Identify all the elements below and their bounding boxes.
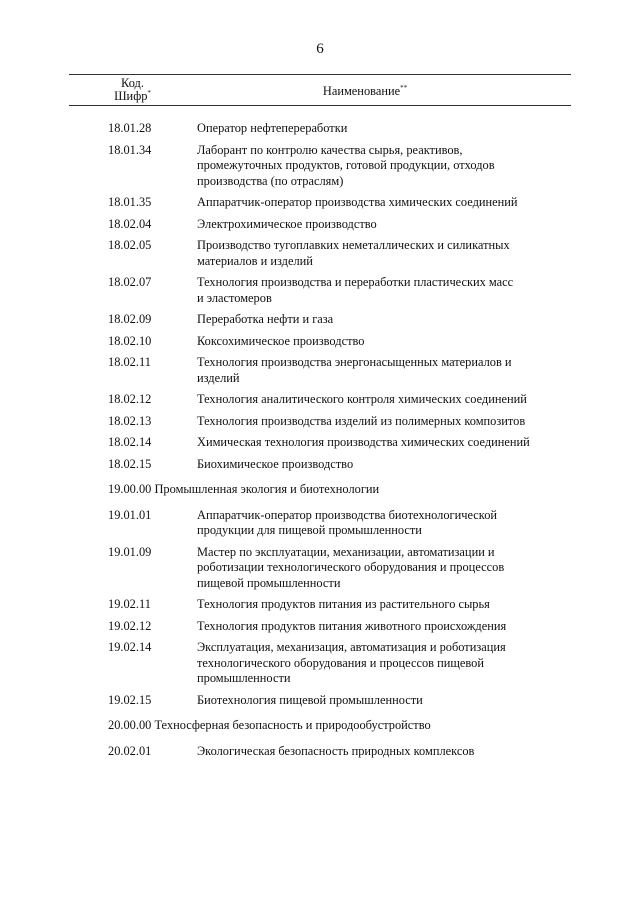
table-row	[108, 121, 578, 137]
table-row	[108, 508, 578, 539]
table-row	[108, 334, 578, 350]
code-column-header	[90, 77, 175, 103]
specialty-name-line: технологического оборудования и процессов пищевой	[197, 655, 485, 670]
specialty-name-line: Производство тугоплавких неметаллических и силикатных	[197, 238, 510, 252]
specialty-name	[197, 355, 552, 386]
specialty-code: 18.02.11	[108, 355, 151, 369]
table-row	[108, 143, 578, 190]
table-row	[108, 619, 578, 635]
specialty-name-line: и эластомеров	[197, 290, 272, 305]
page-number: 6	[316, 41, 324, 57]
specialty-code: 19.01.09	[108, 544, 152, 559]
specialty-name-line: Переработка нефти и газа	[197, 312, 334, 326]
specialty-name-line: Технология производства энергонасыщенных материалов и	[197, 355, 512, 369]
specialty-name-line: Технология производства и переработки пластических масс	[197, 275, 514, 289]
name-footnote-mark: **	[400, 84, 408, 92]
specialty-name	[197, 121, 552, 137]
specialty-name-line: Технология продуктов питания животного происхождения	[197, 618, 507, 633]
specialty-name	[197, 744, 552, 760]
name-column-header	[175, 84, 555, 98]
specialty-name-line: производства (по отраслям)	[197, 173, 344, 188]
specialty-name-line: Аппаратчик-оператор производства химических соединений	[197, 195, 518, 209]
specialty-list	[0, 121, 640, 759]
specialty-name	[197, 640, 552, 687]
specialty-code: 19.01.01	[108, 507, 152, 522]
specialty-code: 20.02.01	[108, 743, 152, 758]
code-footnote-mark: *	[147, 89, 151, 97]
specialty-code: 18.01.35	[108, 195, 152, 209]
specialty-name-line: роботизации технологического оборудования и процессов	[197, 560, 505, 574]
table-row	[108, 275, 578, 306]
specialty-name	[197, 597, 552, 613]
table-row	[108, 392, 578, 408]
specialty-name	[197, 238, 552, 269]
table-row	[108, 195, 578, 211]
specialty-name	[197, 334, 552, 350]
table-header-top-rule	[69, 74, 571, 75]
specialty-name-line: Коксохимическое производство	[197, 333, 365, 348]
specialty-name-line: пищевой промышленности	[197, 575, 341, 590]
code-column-header-label: Шифр	[114, 89, 148, 103]
specialty-code: 18.02.09	[108, 312, 152, 326]
specialty-name	[197, 435, 552, 451]
table-row	[108, 597, 578, 613]
specialty-code: 19.02.11	[108, 597, 151, 611]
specialty-name-line: Биохимическое производство	[197, 456, 354, 471]
section-heading: 19.00.00 Промышленная экология и биотехнологии	[108, 482, 380, 496]
specialty-name-line: Химическая технология производства химических соединений	[197, 435, 530, 449]
name-column-header-label: Наименование	[322, 84, 401, 98]
specialty-name	[197, 392, 552, 408]
specialty-name-line: Экологическая безопасность природных комплексов	[197, 743, 475, 758]
table-row	[108, 744, 578, 760]
section-heading: 20.00.00 Техносферная безопасность и природообустройство	[108, 718, 431, 732]
specialty-name-line: Технология продуктов питания из растительного сырья	[197, 597, 490, 611]
table-row	[108, 355, 578, 386]
table-row	[108, 693, 578, 709]
specialty-name	[197, 275, 552, 306]
code-column-header-line1: Код.	[121, 76, 144, 90]
specialty-code: 18.02.05	[108, 238, 152, 252]
code-column-header-line2	[90, 90, 175, 103]
table-row	[108, 545, 578, 592]
table-row	[108, 435, 578, 451]
specialty-name	[197, 195, 552, 211]
specialty-name-line: материалов и изделий	[197, 253, 313, 268]
specialty-name-line: Технология производства изделий из полимерных композитов	[197, 413, 526, 428]
table-row	[108, 238, 578, 269]
specialty-name-line: продукции для пищевой промышленности	[197, 523, 422, 537]
specialty-name	[197, 545, 552, 592]
specialty-name	[197, 693, 552, 709]
specialty-name-line: промышленности	[197, 671, 291, 685]
specialty-code: 19.02.12	[108, 618, 152, 633]
specialty-name	[197, 414, 552, 430]
specialty-code: 18.02.07	[108, 275, 152, 289]
specialty-name-line: изделий	[197, 370, 240, 385]
specialty-name	[197, 143, 552, 190]
specialty-name-line: Эксплуатация, механизация, автоматизация и роботизация	[197, 640, 506, 654]
table-row	[108, 312, 578, 328]
table-header-bottom-rule	[69, 105, 571, 106]
specialty-code: 18.02.14	[108, 435, 152, 449]
specialty-code: 18.02.10	[108, 333, 152, 348]
specialty-name	[197, 217, 552, 233]
table-row	[108, 640, 578, 687]
specialty-name	[197, 619, 552, 635]
specialty-code: 18.02.15	[108, 456, 152, 471]
specialty-code: 19.02.14	[108, 640, 152, 654]
table-row	[108, 457, 578, 473]
specialty-name-line: Лаборант по контролю качества сырья, реактивов,	[197, 142, 463, 157]
specialty-name-line: промежуточных продуктов, готовой продукции, отходов	[197, 158, 495, 172]
specialty-name	[197, 508, 552, 539]
specialty-code: 18.02.12	[108, 392, 152, 406]
specialty-name-line: Технология аналитического контроля химических соединений	[197, 392, 527, 406]
specialty-code: 18.02.13	[108, 413, 152, 428]
specialty-name-line: Биотехнология пищевой промышленности	[197, 692, 423, 707]
specialty-code: 18.01.28	[108, 121, 152, 135]
table-row	[108, 217, 578, 233]
specialty-name-line: Аппаратчик-оператор производства биотехнологической	[197, 507, 498, 522]
specialty-name-line: Электрохимическое производство	[197, 216, 377, 231]
specialty-name	[197, 457, 552, 473]
specialty-name	[197, 312, 552, 328]
specialty-name-line: Оператор нефтепереработки	[197, 121, 348, 135]
specialty-code: 19.02.15	[108, 692, 152, 707]
specialty-code: 18.02.04	[108, 216, 152, 231]
specialty-code: 18.01.34	[108, 142, 152, 157]
table-row	[108, 414, 578, 430]
specialty-name-line: Мастер по эксплуатации, механизации, автоматизации и	[197, 544, 495, 559]
